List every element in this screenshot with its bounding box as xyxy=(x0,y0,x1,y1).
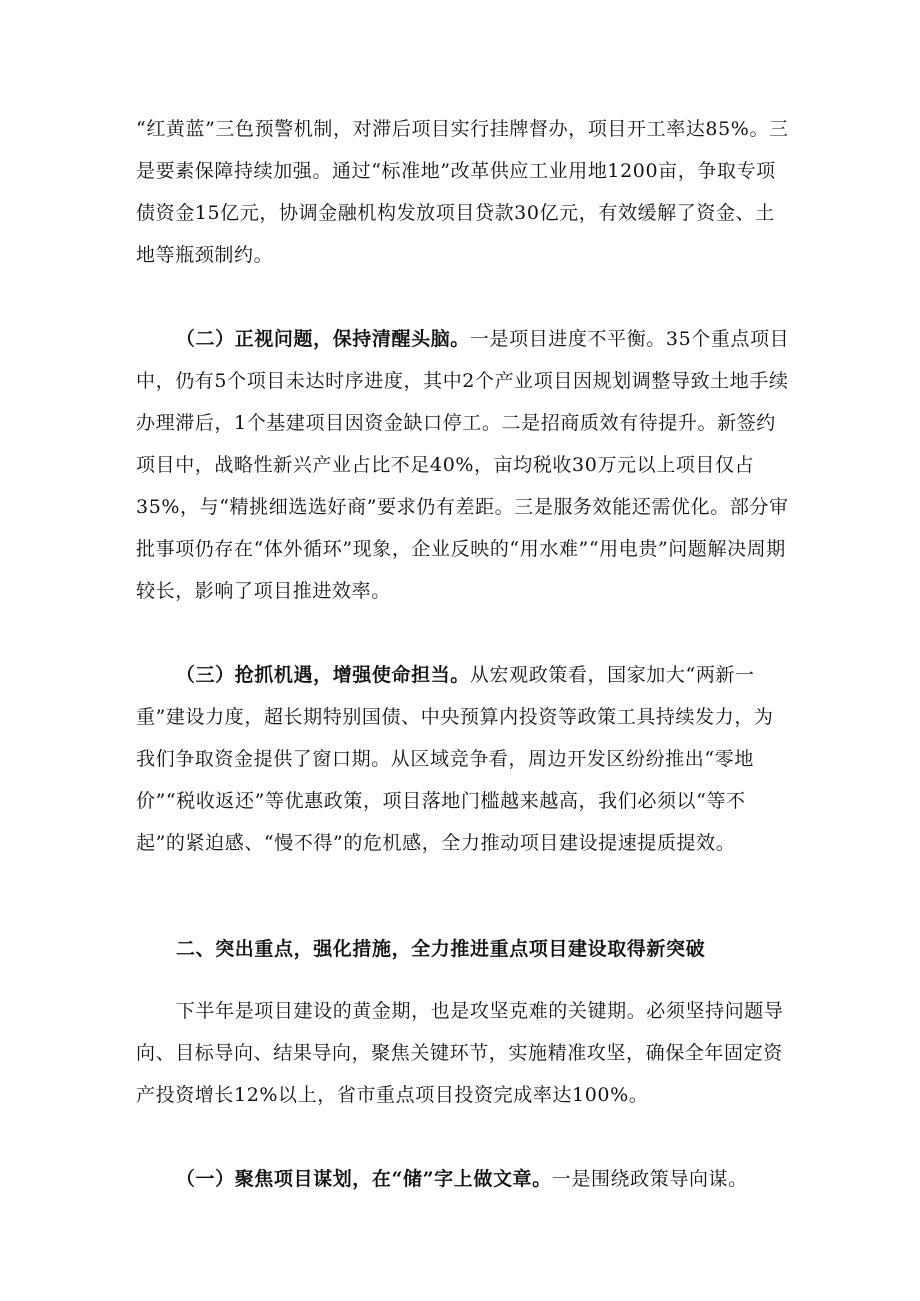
paragraph-2 xyxy=(136,318,790,612)
paragraph-4-text: 下半年是项目建设的黄金期，也是攻坚克难的关键期。必须坚持问题导向、目标导向、结果导向，聚焦关键环节，实施精准攻坚，确保全年固定资产投资增长12%以上，省市重点项目投资完成率达100%。 xyxy=(136,1000,784,1106)
paragraph-3 xyxy=(136,654,790,864)
paragraph-5 xyxy=(136,1158,790,1200)
paragraph-5-lead: （一）聚焦项目谋划，在“储”字上做文章。 xyxy=(175,1168,552,1190)
paragraph-1 xyxy=(136,108,790,276)
paragraph-3-lead: （三）抢抓机遇，增强使命担当。 xyxy=(175,664,470,686)
paragraph-5-text: 一是围绕政策导向谋。 xyxy=(551,1168,748,1190)
section-heading: 二、突出重点，强化措施，全力推进重点项目建设取得新突破 xyxy=(176,938,706,960)
paragraph-2-text: 一是项目进度不平衡。35个重点项目中，仍有5个项目未达时序进度，其中2个产业项目因规划调整导致土地手续办理滞后，1个基建项目因资金缺口停工。二是招商质效有待提升。新签约项目中，战略性新兴产业占比不足40%，亩均税收30万元以上项目仅占35%，与“精挑细选选好商”要求仍有差距。三是服务效能还需优化。部分审批事项仍存在“体外循环”现象，企业反映的“用水难”“用电贵”问题解决周期较长，影响了项目推进效率。 xyxy=(136,328,790,602)
paragraph-2-lead: （二）正视问题，保持清醒头脑。 xyxy=(175,328,470,350)
paragraph-1-text: “红黄蓝”三色预警机制，对滞后项目实行挂牌督办，项目开工率达85%。三是要素保障持续加强。通过“标准地”改革供应工业用地1200亩，争取专项债资金15亿元，协调金融机构发放项目贷款30亿元，有效缓解了资金、土地等瓶颈制约。 xyxy=(136,118,789,266)
paragraph-4 xyxy=(136,990,790,1116)
paragraph-3-text: 从宏观政策看，国家加大“两新一重”建设力度，超长期特别国债、中央预算内投资等政策工具持续发力，为我们争取资金提供了窗口期。从区域竞争看，周边开发区纷纷推出“零地价”“税收返还”等优惠政策，项目落地门槛越来越高，我们必须以“等不起”的紧迫感、“慢不得”的危机感，全力推动项目建设提速提质提效。 xyxy=(136,664,774,854)
